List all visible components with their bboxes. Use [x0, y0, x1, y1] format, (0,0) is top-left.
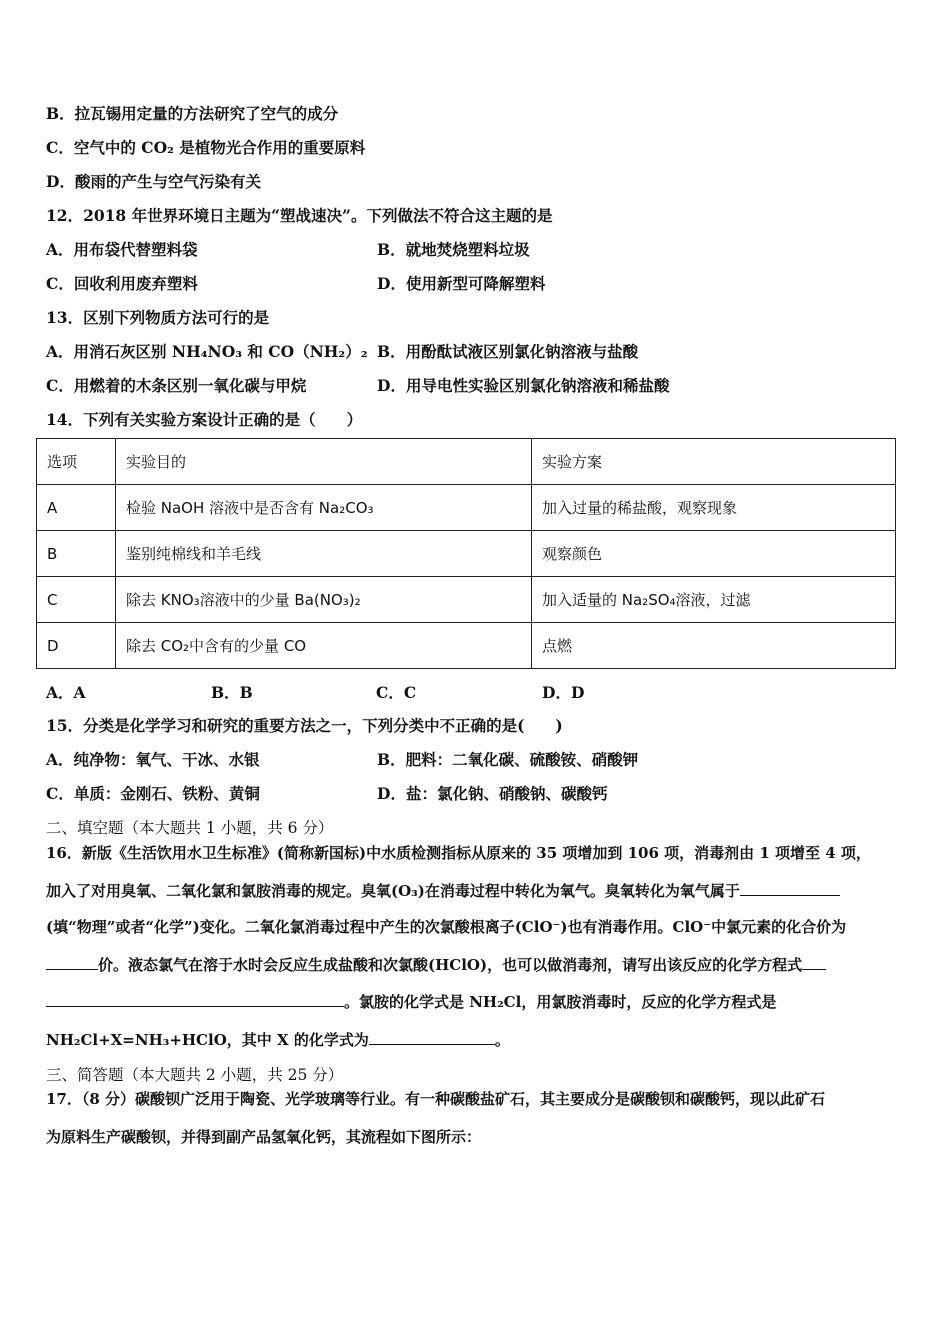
q16-line-3: (填“物理”或者“化学”)变化。二氧化氯消毒过程中产生的次氯酸根离子(ClO⁻)也有消毒作用。ClO⁻中氯元素的化合价为 — [46, 918, 847, 936]
table-header-cell: 实验方案 — [532, 439, 896, 485]
q16-line-6 — [46, 1029, 510, 1050]
q16-line-4 — [46, 954, 826, 975]
q13-stem: 13．区别下列物质方法可行的是 — [46, 308, 270, 327]
q13-option-a: A．用消石灰区别 NH₄NO₃ 和 CO（NH₂）₂ — [46, 342, 368, 361]
q12-option-c: C．回收利用废弃塑料 — [46, 274, 198, 293]
q12-option-d: D．使用新型可降解塑料 — [377, 274, 546, 293]
q14-table — [36, 438, 896, 669]
q16-line-6-text: NH₂Cl+X=NH₃+HClO，其中 X 的化学式为 — [46, 1031, 369, 1049]
q16-line-4-text: 价。液态氯气在溶于水时会反应生成盐酸和次氯酸(HClO)，也可以做消毒剂，请写出该反应的化学方程式 — [98, 956, 803, 974]
q13-option-c: C．用燃着的木条区别一氧化碳与甲烷 — [46, 376, 307, 395]
table-cell: 点燃 — [532, 623, 896, 669]
q16-line-5 — [46, 991, 776, 1012]
section-short-answer-title: 三、简答题（本大题共 2 小题，共 25 分） — [46, 1066, 344, 1084]
q12-stem: 12．2018 年世界环境日主题为“塑战速决”。下列做法不符合这主题的是 — [46, 206, 553, 225]
q15-option-c: C．单质：金刚石、铁粉、黄铜 — [46, 784, 260, 803]
q16-line-6-end: 。 — [494, 1031, 510, 1049]
answer-blank-2[interactable] — [46, 954, 98, 970]
table-row — [37, 531, 896, 577]
section-fill-in-title: 二、填空题（本大题共 1 小题，共 6 分） — [46, 819, 334, 837]
table-cell: B — [37, 531, 116, 577]
q12-option-b: B．就地焚烧塑料垃圾 — [377, 240, 530, 259]
q11-option-d: D．酸雨的产生与空气污染有关 — [46, 172, 261, 191]
q15-stem: 15．分类是化学学习和研究的重要方法之一，下列分类中不正确的是( ) — [46, 716, 563, 735]
table-cell: 检验 NaOH 溶液中是否含有 Na₂CO₃ — [116, 485, 532, 531]
q16-line-2-text: 加入了对用臭氧、二氧化氯和氯胺消毒的规定。臭氧(O₃)在消毒过程中转化为氧气。臭氧转化为氧气属于 — [46, 882, 740, 900]
q16-line-1: 16．新版《生活饮用水卫生标准》(简称新国标)中水质检测指标从原来的 35 项增加到 106 项，消毒剂由 1 项增至 4 项， — [46, 844, 871, 862]
answer-blank-3[interactable] — [802, 954, 826, 970]
q16-line-2 — [46, 880, 840, 901]
q17-line-1: 17．（8 分）碳酸钡广泛用于陶瓷、光学玻璃等行业。有一种碳酸盐矿石，其主要成分是碳酸钡和碳酸钙，现以此矿石 — [46, 1090, 826, 1108]
q14-option-d: D．D — [542, 683, 585, 702]
table-cell: 加入过量的稀盐酸，观察现象 — [532, 485, 896, 531]
answer-blank-4[interactable] — [369, 1029, 495, 1045]
q14-option-a: A．A — [46, 683, 86, 702]
table-cell: 除去 CO₂中含有的少量 CO — [116, 623, 532, 669]
q14-option-c: C．C — [376, 683, 417, 702]
q15-option-b: B．肥料：二氧化碳、硫酸铵、硝酸钾 — [377, 750, 639, 769]
table-header-cell: 实验目的 — [116, 439, 532, 485]
table-cell: 加入适量的 Na₂SO₄溶液，过滤 — [532, 577, 896, 623]
q16-line-5-text: 。氯胺的化学式是 NH₂Cl，用氯胺消毒时，反应的化学方程式是 — [344, 993, 777, 1011]
table-row — [37, 577, 896, 623]
q14-stem: 14．下列有关实验方案设计正确的是（ ） — [46, 410, 363, 429]
answer-blank-3-cont[interactable] — [46, 991, 344, 1007]
q11-option-b: B．拉瓦锡用定量的方法研究了空气的成分 — [46, 104, 339, 123]
q15-option-a: A．纯净物：氧气、干冰、水银 — [46, 750, 260, 769]
q13-option-d: D．用导电性实验区别氯化钠溶液和稀盐酸 — [377, 376, 670, 395]
q15-option-d: D．盐：氯化钠、硝酸钠、碳酸钙 — [377, 784, 608, 803]
table-row — [37, 623, 896, 669]
q14-option-b: B．B — [211, 683, 253, 702]
table-row — [37, 485, 896, 531]
table-cell: 观察颜色 — [532, 531, 896, 577]
table-cell: 鉴别纯棉线和羊毛线 — [116, 531, 532, 577]
q17-line-2: 为原料生产碳酸钡，并得到副产品氢氧化钙，其流程如下图所示： — [46, 1128, 482, 1146]
table-header-row — [37, 439, 896, 485]
q13-option-b: B．用酚酞试液区别氯化钠溶液与盐酸 — [377, 342, 639, 361]
table-cell: C — [37, 577, 116, 623]
table-cell: 除去 KNO₃溶液中的少量 Ba(NO₃)₂ — [116, 577, 532, 623]
table-header-cell: 选项 — [37, 439, 116, 485]
table-cell: D — [37, 623, 116, 669]
q11-option-c: C．空气中的 CO₂ 是植物光合作用的重要原料 — [46, 138, 366, 157]
answer-blank-1[interactable] — [740, 880, 840, 896]
table-cell: A — [37, 485, 116, 531]
q12-option-a: A．用布袋代替塑料袋 — [46, 240, 198, 259]
